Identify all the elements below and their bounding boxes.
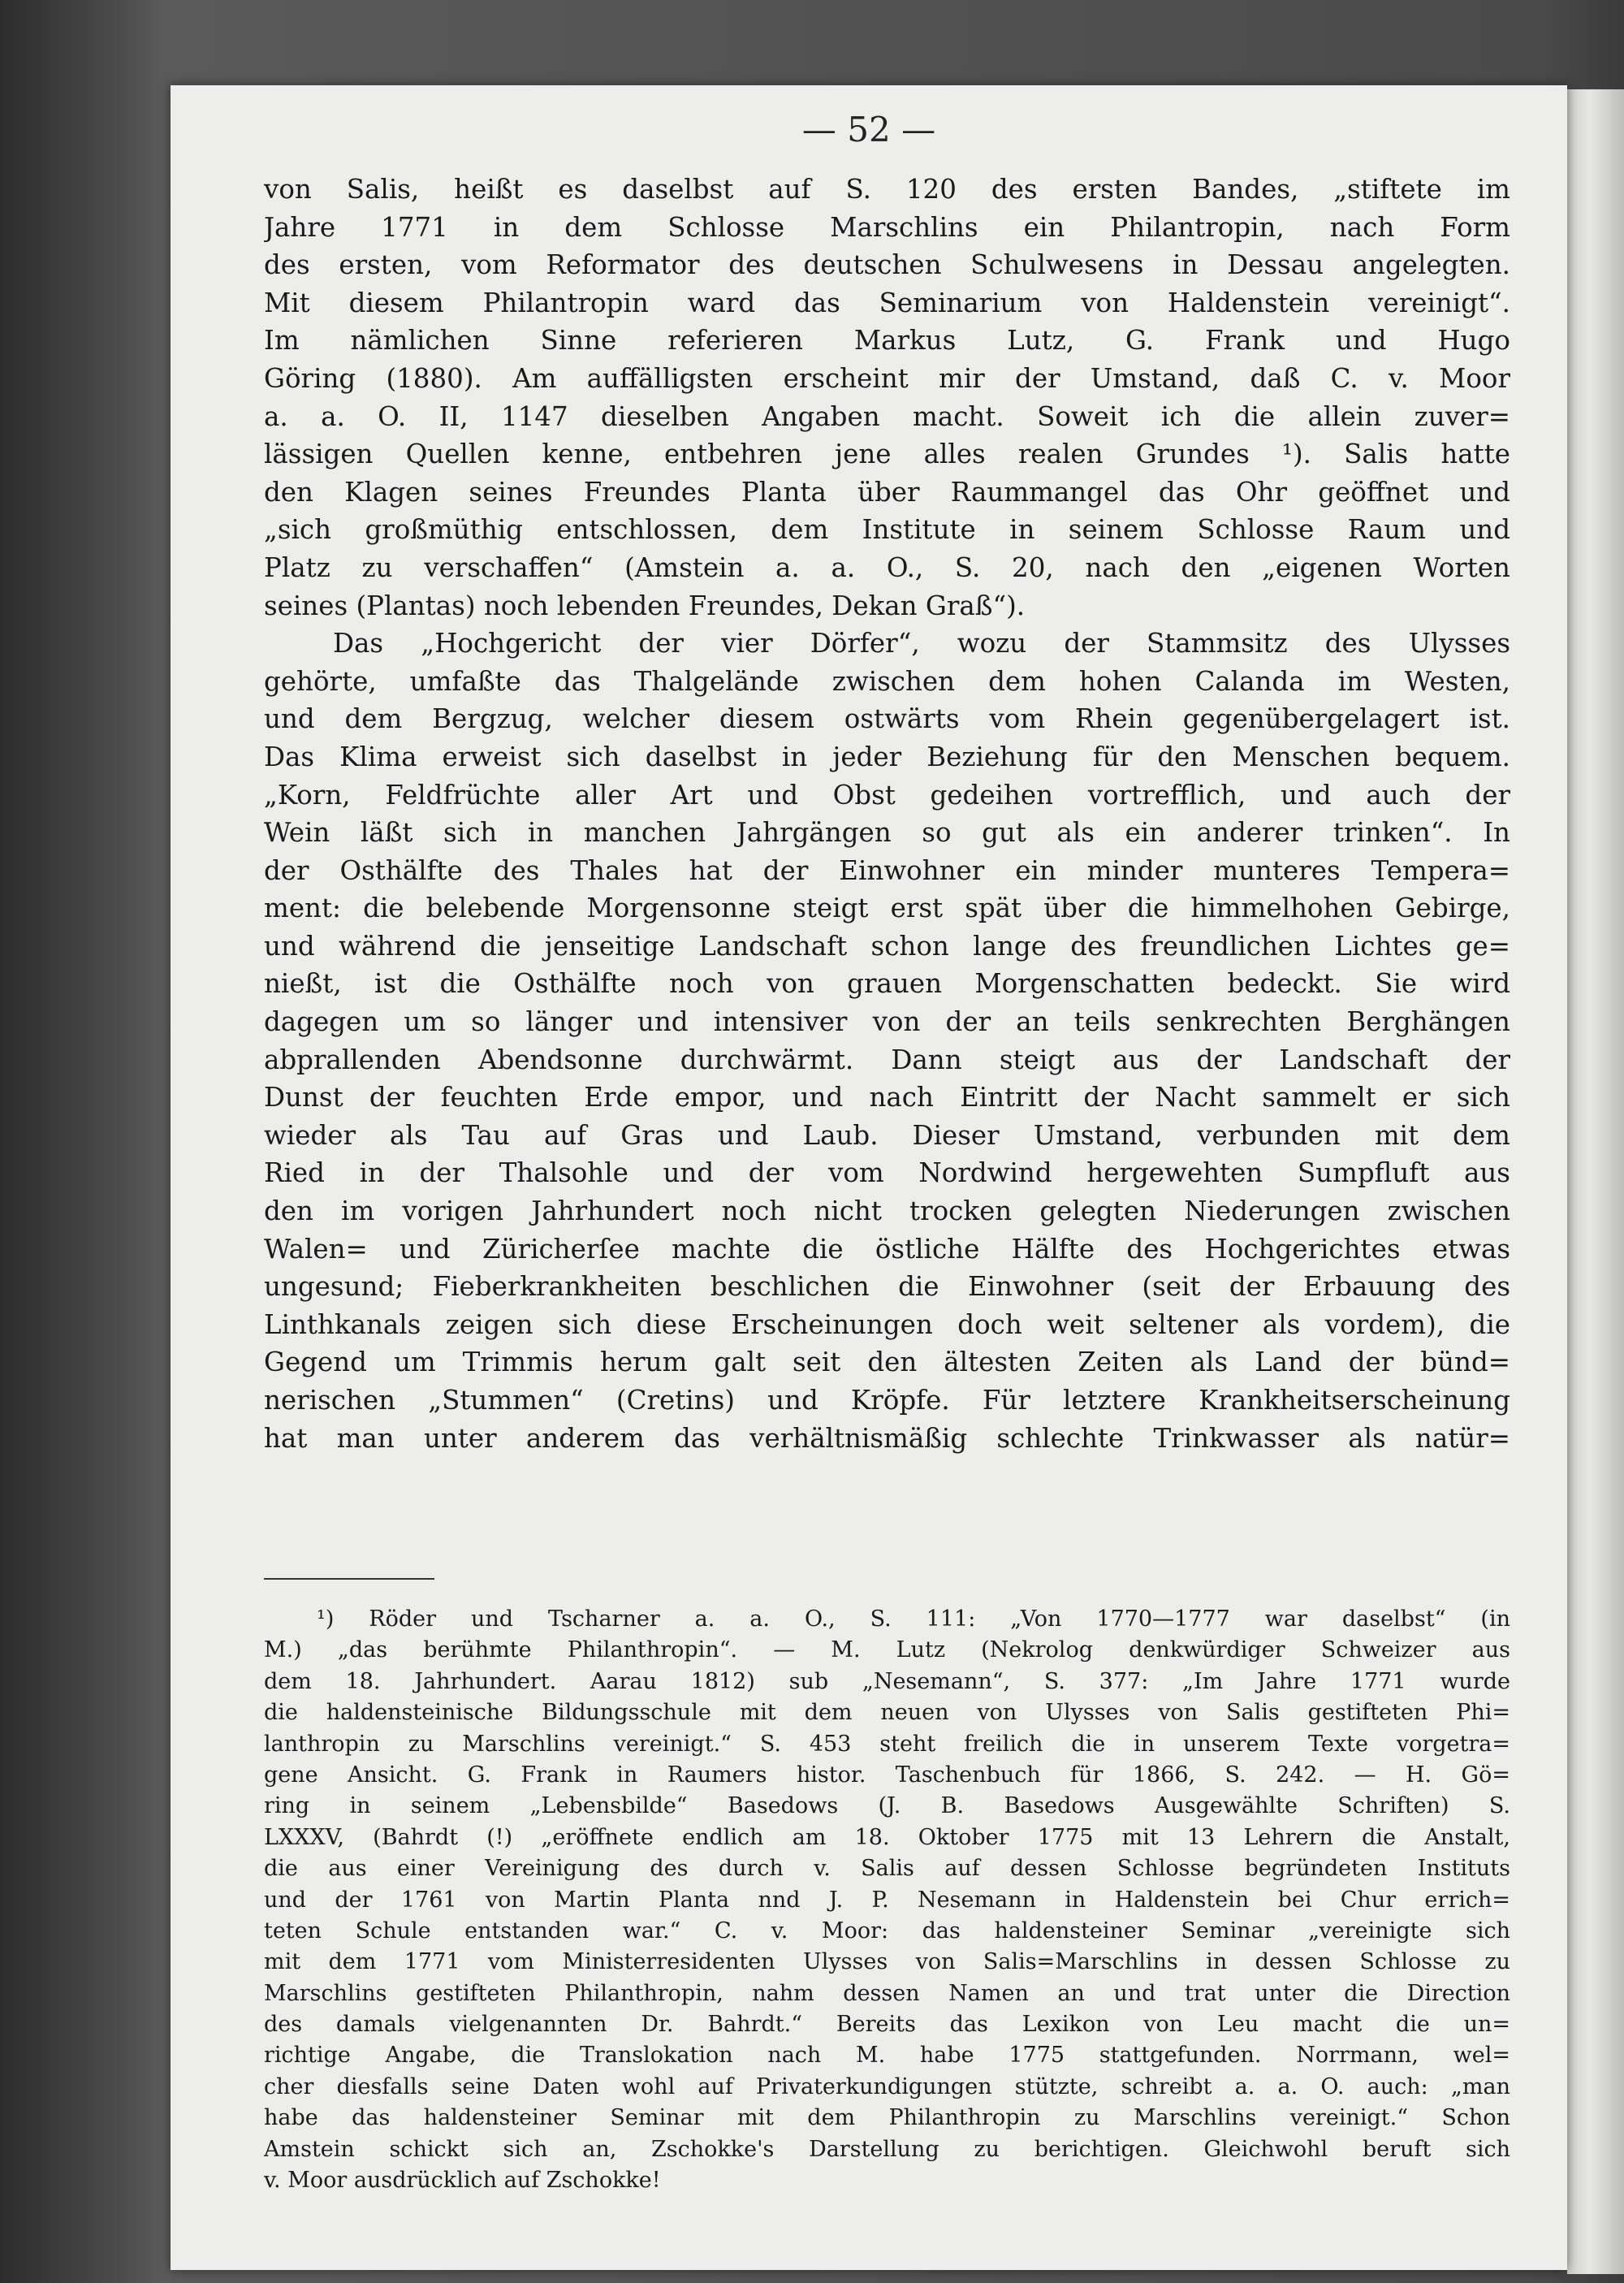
- text-line: den Klagen seines Freundes Planta über Raummangel das Ohr geöffnet und: [264, 476, 1510, 508]
- text-line: seines (Plantas) noch lebenden Freundes, Dekan Graß“).: [264, 590, 1026, 621]
- footnote-line: lanthropin zu Marschlins vereinigt.“ S. 453 steht freilich die in unserem Texte vorgetra=: [264, 1731, 1510, 1757]
- next-page-edge: [1567, 89, 1624, 2274]
- main-text: [264, 171, 1510, 1457]
- footnote-line: und der 1761 von Martin Planta nnd J. P. Nesemann in Haldenstein bei Chur errich=: [264, 1887, 1510, 1913]
- text-line: ungesund; Fieberkrankheiten beschlichen die Einwohner (seit der Erbauung des: [264, 1271, 1510, 1303]
- footnote-line: v. Moor ausdrücklich auf Zschokke!: [264, 2168, 661, 2194]
- footnote-line: LXXXV, (Bahrdt (!) „eröffnete endlich am 18. Oktober 1775 mit 13 Lehrern die Anstalt,: [264, 1824, 1510, 1850]
- footnote-line: ring in seinem „Lebensbilde“ Basedows (J. B. Basedows Ausgewählte Schriften) S.: [264, 1793, 1510, 1819]
- text-line: „sich großmüthig entschlossen, dem Institute in seinem Schlosse Raum und: [264, 514, 1510, 546]
- text-line: und dem Bergzug, welcher diesem ostwärts vom Rhein gegenübergelagert ist.: [264, 703, 1510, 735]
- text-line: Wein läßt sich in manchen Jahrgängen so gut als ein anderer trinken“. In: [264, 817, 1510, 849]
- text-line: der Osthälfte des Thales hat der Einwohner ein minder munteres Tempera=: [264, 854, 1510, 886]
- text-line: und während die jenseitige Landschaft schon lange des freundlichen Lichtes ge=: [264, 930, 1510, 962]
- footnote-divider: [264, 1578, 434, 1580]
- text-line: Das „Hochgericht der vier Dörfer“, wozu der Stammsitz des Ulysses: [333, 628, 1510, 659]
- text-line: nießt, ist die Osthälfte noch von grauen Morgenschatten bedeckt. Sie wird: [264, 968, 1510, 1000]
- text-line: nerischen „Stummen“ (Cretins) und Kröpfe. Für letztere Krankheitserscheinung: [264, 1385, 1510, 1416]
- footnote-line: M.) „das berühmte Philanthropin“. — M. Lutz (Nekrolog denkwürdiger Schweizer aus: [264, 1637, 1510, 1663]
- footnote-line: Amstein schickt sich an, Zschokke's Darstellung zu berichtigen. Gleichwohl beruft sich: [264, 2136, 1510, 2162]
- text-line: hat man unter anderem das verhältnismäßig schlechte Trinkwasser als natür=: [264, 1422, 1510, 1454]
- footnote-line: die aus einer Vereinigung des durch v. Salis auf dessen Schlosse begründeten Instituts: [264, 1856, 1510, 1882]
- page-number: — 52 —: [801, 110, 936, 149]
- text-line: Ried in der Thalsohle und der vom Nordwind hergewehten Sumpfluft aus: [264, 1157, 1510, 1189]
- text-line: Im nämlichen Sinne referieren Markus Lutz, G. Frank und Hugo: [264, 325, 1510, 357]
- text-line: „Korn, Feldfrüchte aller Art und Obst gedeihen vortrefflich, und auch der: [264, 779, 1510, 811]
- text-line: Linthkanals zeigen sich diese Erscheinungen doch weit seltener als vordem), die: [264, 1308, 1510, 1340]
- text-line: a. a. O. II, 1147 dieselben Angaben macht. Soweit ich die allein zuver=: [264, 400, 1510, 432]
- footnote-line: Marschlins gestifteten Philanthropin, nahm dessen Namen an und trat unter die Direction: [264, 1980, 1510, 2006]
- footnote-line: des damals vielgenannten Dr. Bahrdt.“ Bereits das Lexikon von Leu macht die un=: [264, 2012, 1510, 2038]
- text-line: Das Klima erweist sich daselbst in jeder Beziehung für den Menschen bequem.: [264, 741, 1510, 772]
- footnote-line: habe das haldensteiner Seminar mit dem Philanthropin zu Marschlins vereinigt.“ Schon: [264, 2105, 1510, 2131]
- text-line: gehörte, umfaßte das Thalgelände zwischen dem hohen Calanda im Westen,: [264, 665, 1510, 697]
- text-line: wieder als Tau auf Gras und Laub. Dieser Umstand, verbunden mit dem: [264, 1119, 1510, 1151]
- text-line: Dunst der feuchten Erde empor, und nach Eintritt der Nacht sammelt er sich: [264, 1082, 1510, 1113]
- footnotes: [264, 1604, 1510, 2196]
- book-page: [171, 85, 1567, 2270]
- text-line: abprallenden Abendsonne durchwärmt. Dann steigt aus der Landschaft der: [264, 1044, 1510, 1075]
- footnote-line: mit dem 1771 vom Ministerresidenten Ulysses von Salis=Marschlins in dessen Schlosse zu: [264, 1949, 1510, 1975]
- text-line: dagegen um so länger und intensiver von der an teils senkrechten Berghängen: [264, 1006, 1510, 1038]
- text-line: ment: die belebende Morgensonne steigt erst spät über die himmelhohen Gebirge,: [264, 893, 1510, 924]
- text-line: lässigen Quellen kenne, entbehren jene alles realen Grundes ¹). Salis hatte: [264, 439, 1510, 470]
- text-line: Walen= und Züricherſee machte die östliche Hälfte des Hochgerichtes etwas: [264, 1233, 1510, 1265]
- text-line: Göring (1880). Am auffälligsten erscheint mir der Umstand, daß C. v. Moor: [264, 362, 1510, 394]
- footnote-line: richtige Angabe, die Translokation nach M. habe 1775 stattgefunden. Norrmann, wel=: [264, 2043, 1510, 2069]
- text-line: von Salis, heißt es daselbst auf S. 120 des ersten Bandes, „stiftete im: [264, 174, 1510, 205]
- text-line: den im vorigen Jahrhundert noch nicht trocken gelegten Niederungen zwischen: [264, 1196, 1510, 1227]
- text-line: Jahre 1771 in dem Schlosse Marschlins ein Philantropin, nach Form: [264, 211, 1510, 243]
- text-line: des ersten, vom Reformator des deutschen Schulwesens in Dessau angelegten.: [264, 249, 1510, 281]
- footnote-line: die haldensteinische Bildungsschule mit dem neuen von Ulysses von Salis gestifteten Phi=: [264, 1700, 1510, 1726]
- footnote-line: teten Schule entstanden war.“ C. v. Moor: das haldensteiner Seminar „vereinigte sich: [264, 1918, 1510, 1944]
- text-line: Mit diesem Philantropin ward das Seminarium von Haldenstein vereinigt“.: [264, 287, 1510, 318]
- footnote-line: dem 18. Jahrhundert. Aarau 1812) sub „Nesemann“, S. 377: „Im Jahre 1771 wurde: [264, 1668, 1510, 1694]
- text-line: Gegend um Trimmis herum galt seit den ältesten Zeiten als Land der bünd=: [264, 1347, 1510, 1378]
- footnote-line: cher diesfalls seine Daten wohl auf Privaterkundigungen stützte, schreibt a. a. O. auch: „man: [264, 2073, 1510, 2099]
- text-line: Platz zu verschaffen“ (Amstein a. a. O., S. 20, nach den „eigenen Worten: [264, 551, 1510, 583]
- footnote-line: gene Ansicht. G. Frank in Raumers histor. Taschenbuch für 1866, S. 242. — H. Gö=: [264, 1762, 1510, 1788]
- footnote-line: ¹) Röder und Tscharner a. a. O., S. 111: „Von 1770—1777 war daselbst“ (in: [317, 1606, 1510, 1632]
